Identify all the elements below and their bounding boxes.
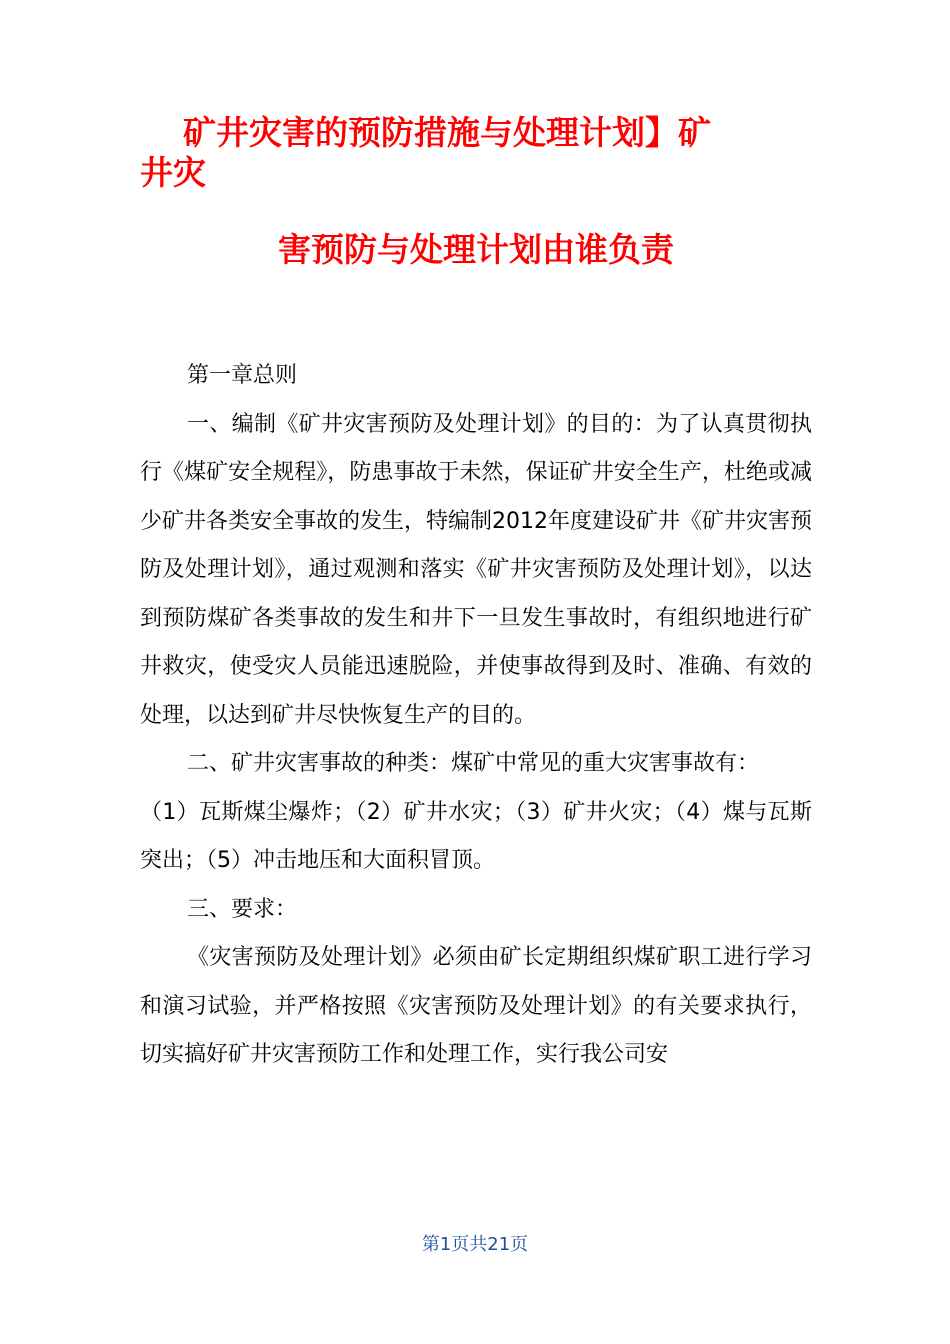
body-paragraph-types-list: （1）瓦斯煤尘爆炸；（2）矿井水灾；（3）矿井火灾；（4）煤与瓦斯突出；（5）冲击地压和大面积冒顶。 [140,799,812,873]
document-title-line-3: 害预防与处理计划由谁负责 [278,230,674,269]
body-paragraph-purpose: 一、编制《矿井灾害预防及处理计划》的目的：为了认真贯彻执行《煤矿安全规程》，防患事故于未然，保证矿井安全生产，杜绝或减少矿井各类安全事故的发生，特编制2012年度建设矿井《矿井灾害预防及处理计划》，通过观测和落实《矿井灾害预防及处理计划》，以达到预防煤矿各类事故的发生和井下一旦发生事故时，有组织地进行矿井救灾，使受灾人员能迅速脱险，并使事故得到及时、准确、有效的处理，以达到矿井尽快恢复生产的目的。 [140,411,812,728]
document-title-line-2: 井灾 [140,153,206,192]
page-number-footer: 第1页共21页 [421,1234,529,1255]
body-paragraph-requirements-heading: 三、要求： [187,896,298,922]
document-title-line-1: 矿井灾害的预防措施与处理计划】矿 [183,113,711,152]
body-paragraph-requirements: 《灾害预防及处理计划》必须由矿长定期组织煤矿职工进行学习和演习试验，并严格按照《灾害预防及处理计划》的有关要求执行，切实搞好矿井灾害预防工作和处理工作，实行我公司安 [140,945,812,1067]
document-body [140,352,812,1080]
body-paragraph-types-heading: 二、矿井灾害事故的种类：煤矿中常见的重大灾害事故有： [187,751,760,776]
chapter-heading: 第一章总则 [187,363,298,388]
